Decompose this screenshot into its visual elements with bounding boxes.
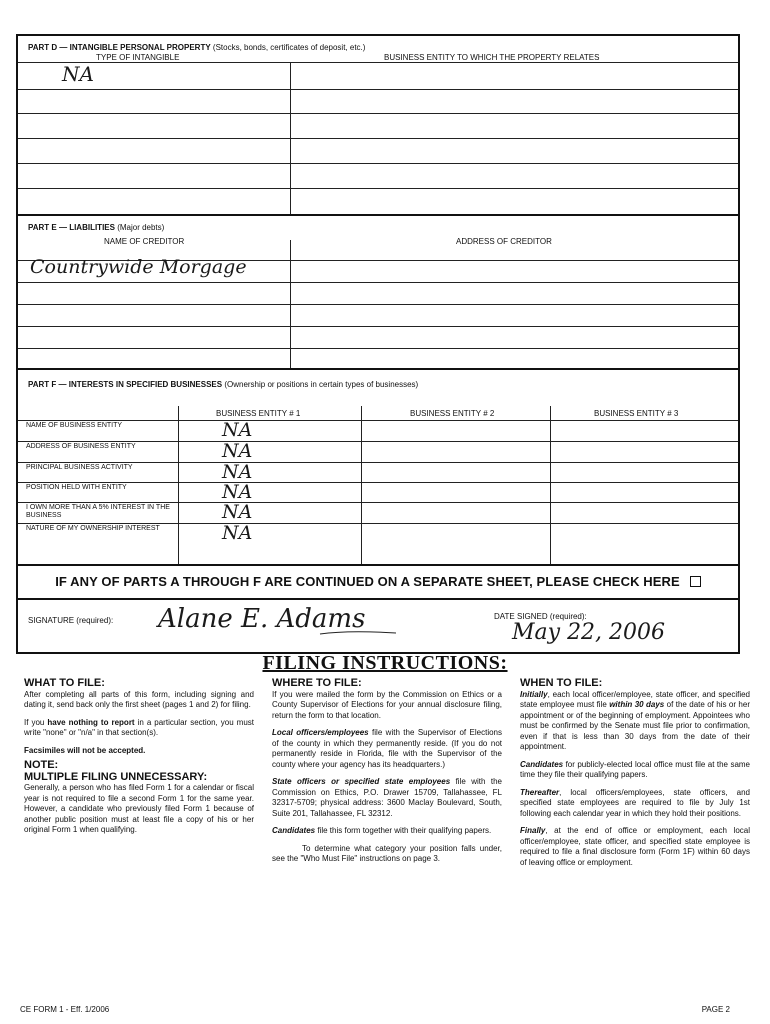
signature-section [18, 600, 738, 656]
part-d-row[interactable] [18, 62, 738, 63]
part-f-row-value[interactable]: NA [222, 419, 253, 441]
part-d-col-entity: BUSINESS ENTITY TO WHICH THE PROPERTY RELATES [384, 53, 600, 62]
note-paragraph: Generally, a person who has filed Form 1 for a calendar or fiscal year is not required to file a second Form 1 for the same year. However, a candidate who previously filed Form 1 because of another public position must at least file a copy of his or her original Form 1 when qualifying. [24, 783, 254, 834]
what-heading: WHAT TO FILE: [24, 677, 105, 689]
where-paragraph: Candidates file this form together with their qualifying papers. [272, 826, 492, 835]
part-e-row[interactable] [18, 282, 738, 283]
part-f-row-value[interactable]: NA [222, 522, 253, 544]
part-d-col-type: TYPE OF INTANGIBLE [96, 53, 180, 62]
part-f-row-label: POSITION HELD WITH ENTITY [26, 484, 127, 491]
note-heading: NOTE: [24, 759, 59, 771]
part-f-row[interactable] [18, 502, 738, 521]
part-e-entry[interactable]: Countrywide Morgage [30, 256, 247, 278]
what-paragraph: After completing all parts of this form, including signing and dating it, send back only the first sheet (pages 1 and 2) for filing. [24, 689, 254, 709]
part-f-col-entity3: BUSINESS ENTITY # 3 [594, 409, 679, 418]
when-paragraph: Finally, at the end of office or employment, each local officer/employee, state officer, and specified state employee is required to file a final disclosure form (Form 1F) within 60 days of leaving office or employment. [520, 826, 750, 867]
part-f-row[interactable] [18, 420, 738, 439]
part-f-row-value[interactable]: NA [222, 461, 253, 483]
continued-notice [18, 566, 738, 600]
where-paragraph: To determine what category your position falls under, see the "Who Must File" instructions on page 3. [272, 843, 502, 863]
part-f-row-label: ADDRESS OF BUSINESS ENTITY [26, 443, 136, 450]
when-heading: WHEN TO FILE: [520, 677, 603, 689]
instructions-title: FILING INSTRUCTIONS: [262, 652, 508, 674]
part-d-row[interactable] [18, 89, 738, 90]
where-paragraph: If you were mailed the form by the Commission on Ethics or a County Supervisor of Elections for your annual disclosure filing, return the form to that location. [272, 689, 502, 720]
part-f-row-label: NAME OF BUSINESS ENTITY [26, 422, 123, 429]
part-e-heading: PART E — LIABILITIES (Major debts) [28, 223, 165, 232]
part-f-row-value[interactable]: NA [222, 481, 253, 503]
part-e-section [18, 216, 738, 370]
form-id: CE FORM 1 - Eff. 1/2006 [20, 1005, 110, 1014]
part-e-row[interactable] [18, 326, 738, 327]
part-f-heading: PART F — INTERESTS IN SPECIFIED BUSINESSES (Ownership or positions in certain types of businesses) [28, 380, 419, 389]
where-paragraph: State officers or specified state employees file with the Commission on Ethics, P.O. Drawer 15709, Tallahassee, FL 32317-5709; physical address: 3600 Maclay Boulevard, South, Suite 201, Tallahassee, FL 32312. [272, 777, 503, 818]
part-f-row-value[interactable]: NA [222, 501, 253, 523]
instructions-col-where [272, 678, 502, 872]
part-e-row[interactable] [18, 304, 738, 305]
note-subheading: MULTIPLE FILING UNNECESSARY: [24, 770, 208, 783]
signature-value[interactable]: Alane E. Adams [158, 604, 366, 634]
disclosure-form [16, 34, 740, 654]
instructions-col-when [520, 678, 750, 875]
part-d-heading: PART D — INTANGIBLE PERSONAL PROPERTY (Stocks, bonds, certificates of deposit, etc.) [28, 43, 366, 52]
date-label: DATE SIGNED (required): [494, 612, 587, 621]
what-paragraph: If you have nothing to report in a particular section, you must write "none" or "n/a" in that section(s). [24, 717, 254, 737]
part-f-row[interactable] [18, 462, 738, 481]
part-f-col-entity1: BUSINESS ENTITY # 1 [216, 409, 301, 418]
part-f-row[interactable] [18, 441, 738, 460]
when-paragraph: Thereafter, local officers/employees, state officers, and specified state employees are required to file by July 1st following each calendar year in which they hold their positions. [520, 787, 750, 818]
when-paragraph: Candidates for publicly-elected local office must file at the same time they file their qualifying papers. [520, 759, 750, 779]
when-paragraph: Initially, each local officer/employee, state officer, and specified state employee must file within 30 days of the date of his or her appointment or of the beginning of employment. Appointees who must be confirmed by the Senate must file prior to confirmation, even if that is less than 30 days from the date of their appointment. [520, 689, 750, 751]
part-f-col-entity2: BUSINESS ENTITY # 2 [410, 409, 495, 418]
part-d-row[interactable] [18, 138, 738, 139]
facsimile-note: Facsimiles will not be accepted. [24, 745, 146, 755]
instructions-col-what [24, 678, 254, 843]
signature-label: SIGNATURE (required): [28, 616, 114, 625]
part-f-row-label: NATURE OF MY OWNERSHIP INTEREST [26, 525, 160, 532]
date-value[interactable]: May 22, 2006 [512, 620, 666, 645]
part-d-row[interactable] [18, 188, 738, 189]
part-d-entry[interactable]: NA [62, 62, 94, 86]
continued-checkbox[interactable] [690, 576, 701, 587]
part-f-row-label: I OWN MORE THAN A 5% INTEREST IN THE BUSINESS [26, 504, 170, 519]
continued-text: IF ANY OF PARTS A THROUGH F ARE CONTINUED ON A SEPARATE SHEET, PLEASE CHECK HERE [55, 574, 680, 589]
part-d-row[interactable] [18, 163, 738, 164]
page-number: PAGE 2 [701, 1005, 730, 1014]
signature-flourish [318, 630, 398, 638]
part-f-section [18, 370, 738, 566]
part-f-row[interactable] [18, 523, 738, 542]
where-paragraph: Local officers/employees file with the Supervisor of Elections of the county in which they permanently reside. (If you do not permanently reside in Florida, file with the Supervisor of the county where your agency has its headquarters.) [272, 728, 503, 769]
part-d-section [18, 36, 738, 216]
part-e-col-address: ADDRESS OF CREDITOR [456, 237, 552, 246]
part-f-row-value[interactable]: NA [222, 440, 253, 462]
part-d-row[interactable] [18, 113, 738, 114]
part-f-row-label: PRINCIPAL BUSINESS ACTIVITY [26, 464, 133, 471]
where-heading: WHERE TO FILE: [272, 677, 362, 689]
part-e-row[interactable] [18, 348, 738, 349]
part-f-row[interactable] [18, 482, 738, 501]
part-e-col-name: NAME OF CREDITOR [104, 237, 185, 246]
